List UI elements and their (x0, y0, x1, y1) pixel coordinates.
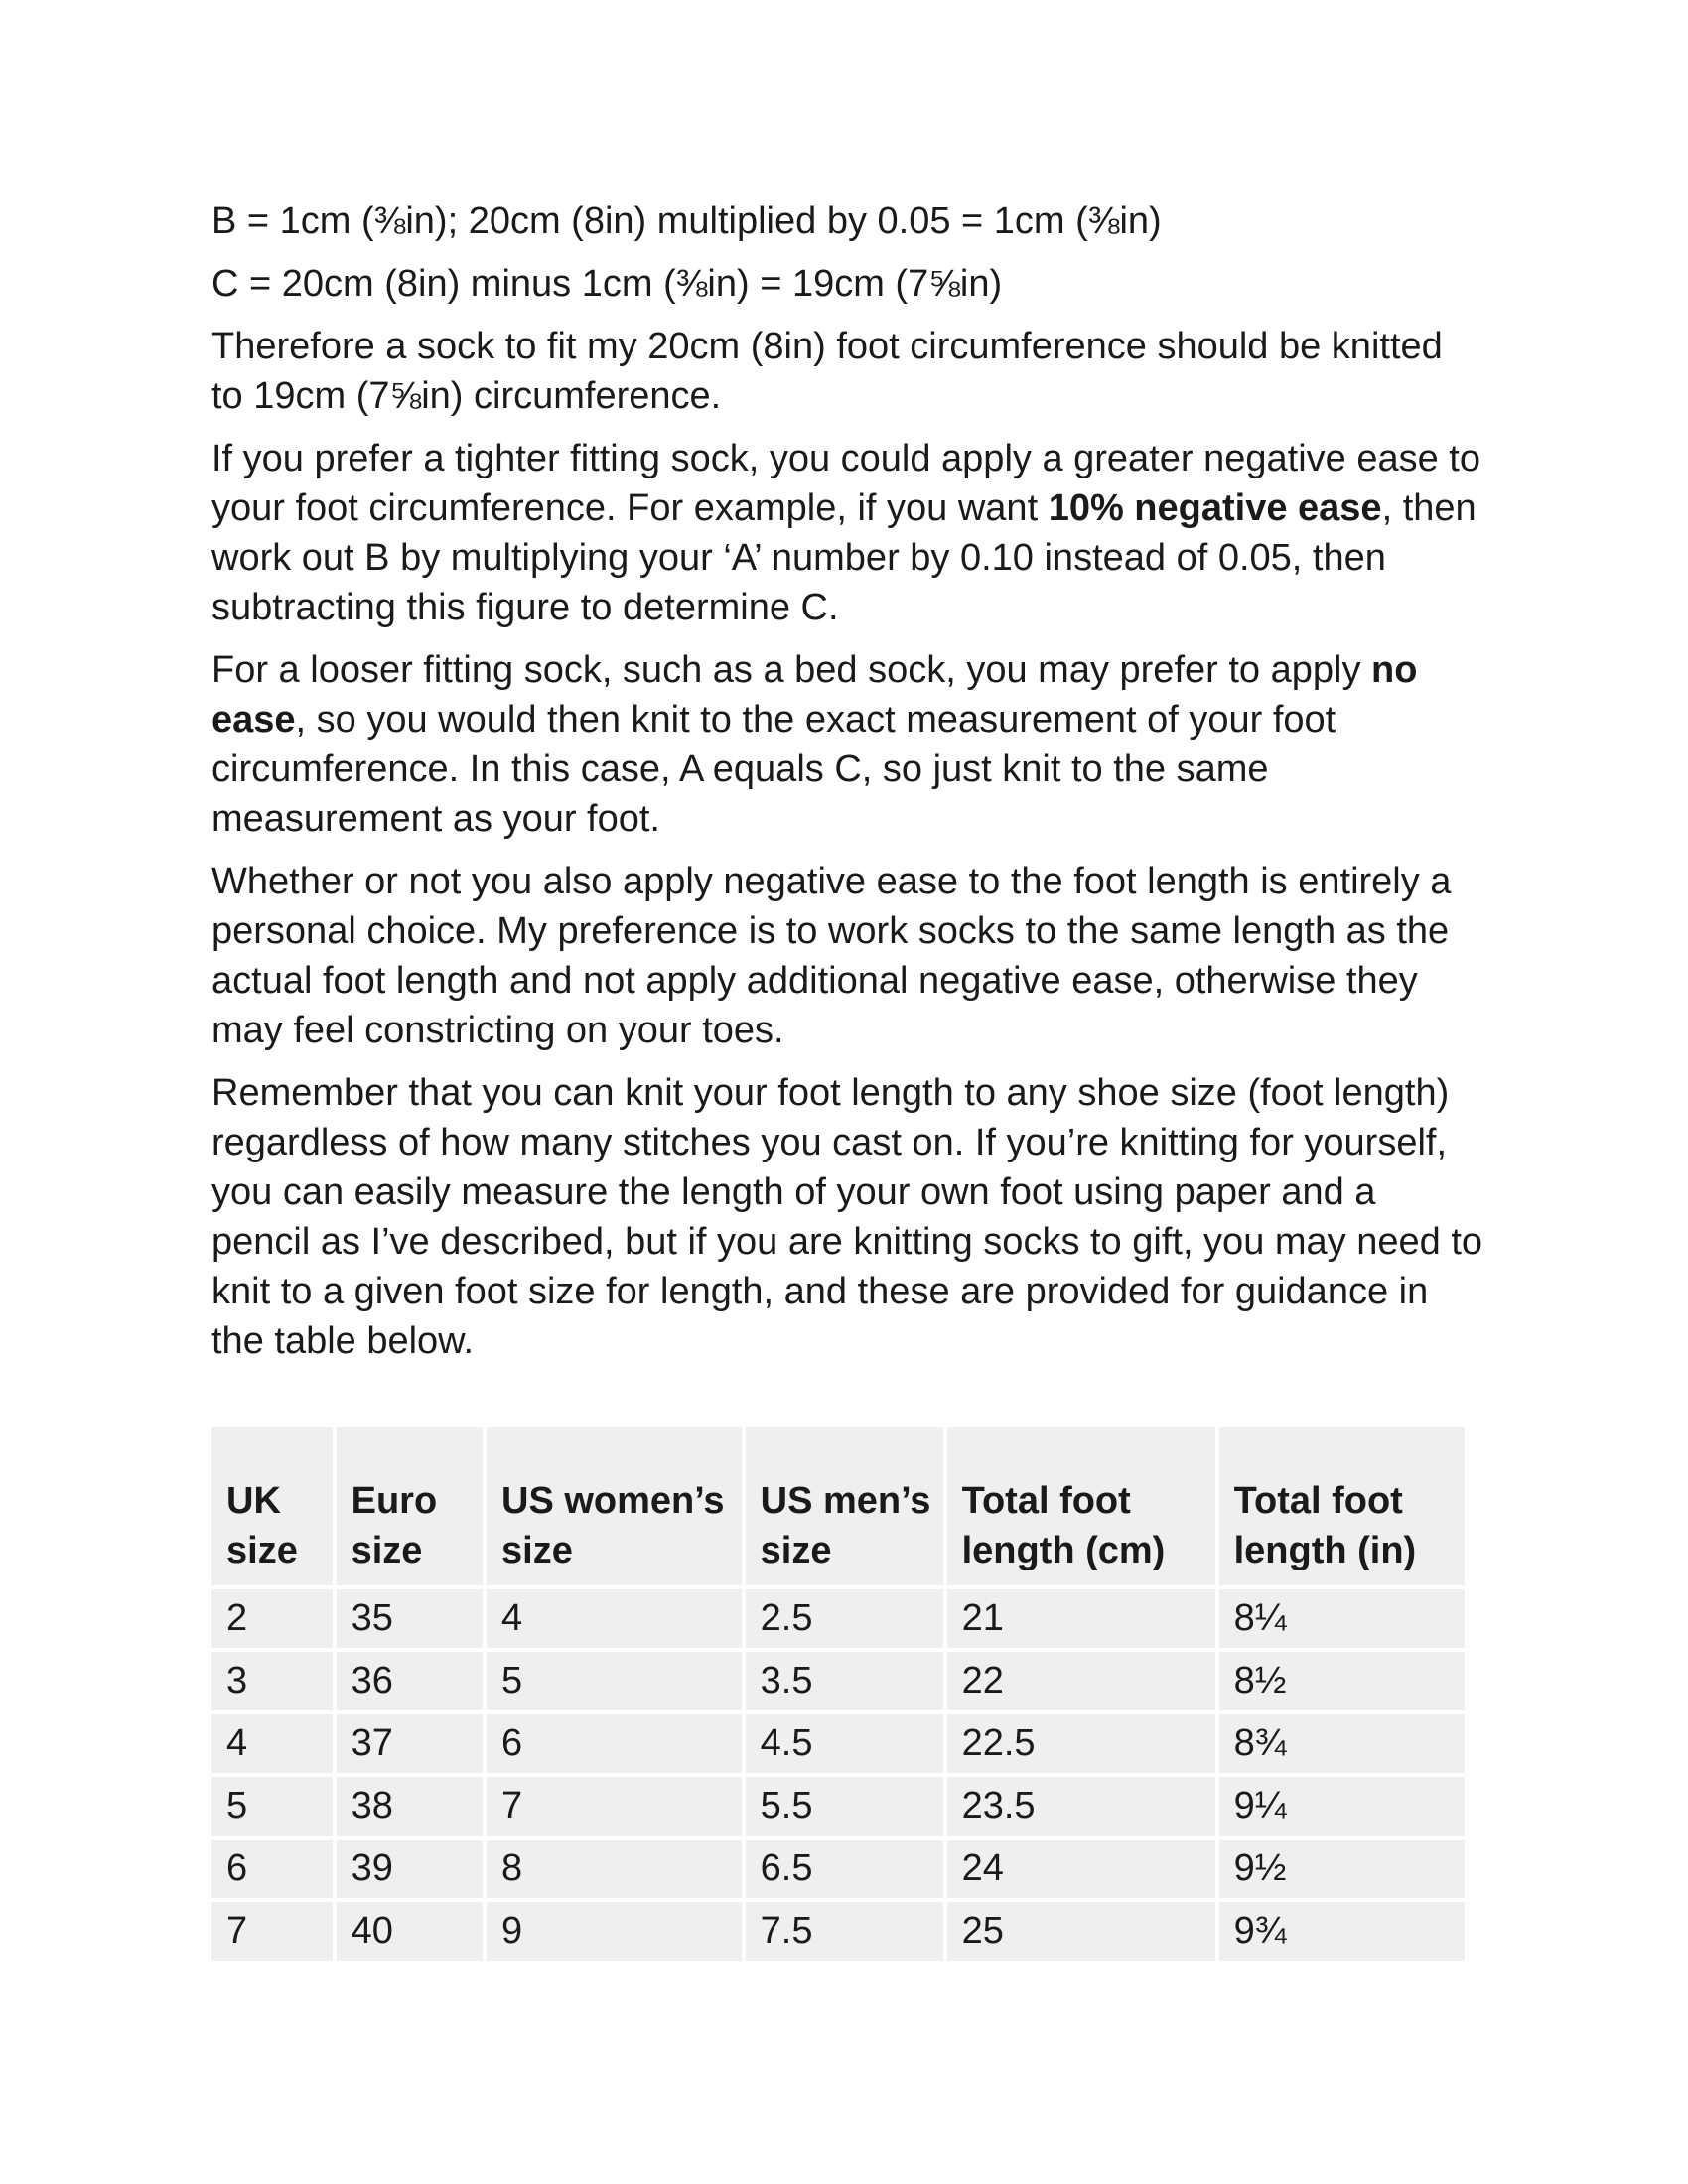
table-row (211, 1589, 1465, 1648)
cell-uk-size: 6 (211, 1840, 333, 1898)
cell-foot-length-in: 9¾ (1219, 1902, 1465, 1961)
cell-us-womens-size: 8 (487, 1840, 742, 1898)
cell-foot-length-in: 9¼ (1219, 1777, 1465, 1836)
cell-uk-size: 5 (211, 1777, 333, 1836)
paragraph (211, 322, 1482, 421)
cell-us-mens-size: 6.5 (746, 1840, 943, 1898)
cell-euro-size: 39 (337, 1840, 483, 1898)
cell-foot-length-in: 8¾ (1219, 1714, 1465, 1773)
cell-foot-length-in: 8½ (1219, 1652, 1465, 1710)
cell-foot-length-in: 8¼ (1219, 1589, 1465, 1648)
cell-euro-size: 37 (337, 1714, 483, 1773)
paragraph-text: B = 1cm (⅜in); 20cm (8in) multiplied by 0.05 = 1cm (⅜in) (211, 201, 1162, 242)
table-row (211, 1714, 1465, 1773)
cell-euro-size: 38 (337, 1777, 483, 1836)
paragraph (211, 197, 1482, 246)
bold-text: no ease (211, 649, 1418, 741)
header-foot-length-in: Total foot length (in) (1219, 1427, 1465, 1585)
paragraph (211, 645, 1482, 844)
header-uk-size: UK size (211, 1427, 333, 1585)
paragraph (211, 434, 1482, 632)
paragraph-text: C = 20cm (8in) minus 1cm (⅜in) = 19cm (7⅝in) (211, 263, 1003, 305)
cell-uk-size: 4 (211, 1714, 333, 1773)
cell-foot-length-cm: 22 (947, 1652, 1215, 1710)
cell-foot-length-cm: 22.5 (947, 1714, 1215, 1773)
header-euro-size: Euro size (337, 1427, 483, 1585)
cell-foot-length-in: 9½ (1219, 1840, 1465, 1898)
table-header-row (211, 1427, 1465, 1585)
table-row (211, 1902, 1465, 1961)
cell-uk-size: 7 (211, 1902, 333, 1961)
cell-euro-size: 35 (337, 1589, 483, 1648)
cell-us-womens-size: 7 (487, 1777, 742, 1836)
body-text (211, 197, 1482, 1379)
table-row (211, 1777, 1465, 1836)
cell-euro-size: 36 (337, 1652, 483, 1710)
paragraph-text: Therefore a sock to fit my 20cm (8in) foot circumference should be knitted to 19cm (7⅝in) circumference. (211, 326, 1443, 417)
cell-uk-size: 2 (211, 1589, 333, 1648)
paragraph-text: , then work out B by multiplying your ‘A’ number by 0.10 instead of 0.05, then subtracting this figure to determine C. (211, 487, 1477, 628)
cell-us-womens-size: 5 (487, 1652, 742, 1710)
paragraph-text: For a looser fitting sock, such as a bed sock, you may prefer to apply (211, 649, 1371, 691)
header-us-womens-size: US women’s size (487, 1427, 742, 1585)
paragraph-text: , so you would then knit to the exact measurement of your foot circumference. In this case, A equals C, so just knit to the same measurement as your foot. (211, 699, 1336, 840)
cell-foot-length-cm: 21 (947, 1589, 1215, 1648)
cell-euro-size: 40 (337, 1902, 483, 1961)
bold-text: 10% negative ease (1048, 487, 1382, 529)
cell-us-womens-size: 4 (487, 1589, 742, 1648)
shoe-size-table-container (211, 1423, 1473, 1965)
table-row (211, 1840, 1465, 1898)
cell-us-mens-size: 2.5 (746, 1589, 943, 1648)
cell-foot-length-cm: 23.5 (947, 1777, 1215, 1836)
paragraph-text: Remember that you can knit your foot length to any shoe size (foot length) regardless of how many stitches you cast on. If you’re knitting for yourself, you can easily measure the length of your own foot using paper and a pencil as I’ve described, but if you are knitting socks to gift, you may need to knit to a given foot size for length, and these are provided for guidance in the table below. (211, 1072, 1483, 1362)
paragraph (211, 1068, 1482, 1366)
cell-us-mens-size: 7.5 (746, 1902, 943, 1961)
cell-foot-length-cm: 24 (947, 1840, 1215, 1898)
paragraph (211, 259, 1482, 309)
cell-uk-size: 3 (211, 1652, 333, 1710)
shoe-size-table (208, 1423, 1469, 1965)
cell-us-mens-size: 4.5 (746, 1714, 943, 1773)
header-us-mens-size: US men’s size (746, 1427, 943, 1585)
cell-us-womens-size: 9 (487, 1902, 742, 1961)
cell-us-mens-size: 5.5 (746, 1777, 943, 1836)
cell-us-mens-size: 3.5 (746, 1652, 943, 1710)
cell-us-womens-size: 6 (487, 1714, 742, 1773)
cell-foot-length-cm: 25 (947, 1902, 1215, 1961)
paragraph (211, 857, 1482, 1055)
paragraph-text: Whether or not you also apply negative ease to the foot length is entirely a personal choice. My preference is to work socks to the same length as the actual foot length and not apply additional negative ease, otherwise they may feel constricting on your toes. (211, 861, 1452, 1051)
table-row (211, 1652, 1465, 1710)
paragraph-text: If you prefer a tighter fitting sock, you could apply a greater negative ease to your foot circumference. For example, if you want (211, 438, 1480, 529)
header-foot-length-cm: Total foot length (cm) (947, 1427, 1215, 1585)
